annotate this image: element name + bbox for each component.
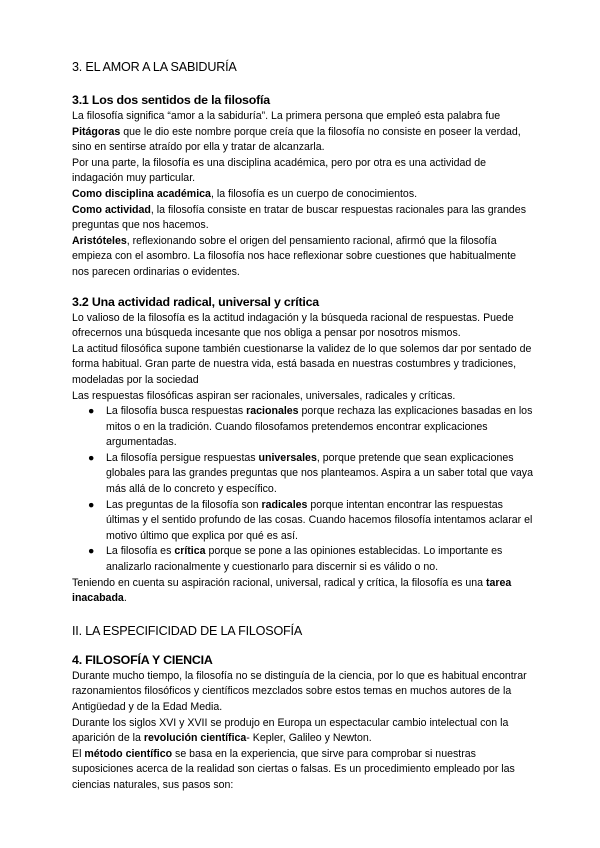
list-item: ● La filosofía es crítica porque se pone a las opiniones establecidas. Lo importante es analizarlo racionalmente y cuestionarlo para discernir si es válido o no. (88, 545, 503, 574)
paragraph: El método científico se basa en la experiencia, que sirve para comprobar si nuestras suposiciones acerca de la realidad son ciertas o falsas. Es un procedimiento empleado por las ciencias naturales, sus pasos son: (72, 747, 515, 791)
paragraph: Las respuestas filosóficas aspiran ser racionales, universales, radicales y críticas. (72, 389, 456, 402)
document-page (72, 58, 534, 794)
list-item: ● Las preguntas de la filosofía son radicales porque intentan encontrar las respuestas últimas y el sentido profundo de las cosas. Cuando hacemos filosofía intentamos aclarar el motivo último que explica por qué es así. (88, 498, 533, 542)
bullet-icon: ● (88, 545, 95, 558)
subheading-4: 4. FILOSOFÍA Y CIENCIA (72, 652, 213, 667)
paragraph: Lo valioso de la filosofía es la actitud indagación y la búsqueda racional de respuestas. Puede ofrecernos una búsqueda incesante que nos obliga a pensar por nosotros mismos. (72, 311, 514, 340)
paragraph: Teniendo en cuenta su aspiración racional, universal, radical y crítica, la filosofía es una tarea inacabada. (72, 576, 512, 605)
paragraph: Por una parte, la filosofía es una disciplina académica, pero por otra es una actividad de indagación muy particular. (72, 156, 486, 185)
bullet-icon: ● (88, 498, 95, 511)
paragraph: Durante los siglos XVI y XVII se produjo en Europa un espectacular cambio intelectual con la aparición de la revolución científica- Kepler, Galileo y Newton. (72, 716, 509, 745)
list-item: ● La filosofía busca respuestas racionales porque rechaza las explicaciones basadas en los mitos o en la tradición. Cuando filosofamos pretendemos encontrar explicaciones argumentadas. (88, 405, 533, 449)
subheading-3-2: 3.2 Una actividad radical, universal y crítica (72, 294, 319, 309)
paragraph: Como actividad, la filosofía consiste en tratar de buscar respuestas racionales para las grandes preguntas que nos hacemos. (72, 203, 526, 232)
paragraph: Aristóteles, reflexionando sobre el origen del pensamiento racional, afirmó que la filosofía empieza con el asombro. La filosofía nos hace reflexionar sobre cuestiones que habitualmente nos parecen ordinarias o evidentes. (72, 234, 517, 278)
paragraph: La actitud filosófica supone también cuestionarse la validez de lo que solemos dar por sentado de forma habitual. Gran parte de nuestra vida, está basada en nuestras costumbres y tradiciones, modeladas por la sociedad (72, 342, 532, 386)
list-item: ● La filosofía persigue respuestas universales, porque pretende que sean explicaciones globales para las grandes preguntas que nos planteamos. Aspira a un saber total que vaya más allá de lo concreto y específico. (88, 451, 533, 496)
paragraph: Durante mucho tiempo, la filosofía no se distinguía de la ciencia, por lo que es habitual encontrar razonamientos filosóficos y científicos mezclados sobre estos temas en muchos autores de la Antigüedad y de la Edad Media. (72, 669, 527, 713)
section-heading-3: 3. EL AMOR A LA SABIDURÍA (72, 60, 237, 74)
subheading-3-1: 3.1 Los dos sentidos de la filosofía (72, 93, 270, 107)
bullet-list (72, 404, 534, 576)
paragraph: La filosofía significa “amor a la sabiduría”. La primera persona que empleó esta palabra fue Pitágoras que le dio este nombre porque creía que la filosofía no consiste en poseer la verdad, sino en sentirse atraído por ella y tratar de alcanzarla. (72, 110, 521, 154)
bullet-icon: ● (88, 451, 95, 464)
bullet-icon: ● (88, 405, 95, 418)
paragraph: Como disciplina académica, la filosofía es un cuerpo de conocimientos. (72, 187, 418, 200)
section-heading-ii: II. LA ESPECIFICIDAD DE LA FILOSOFÍA (72, 623, 303, 638)
